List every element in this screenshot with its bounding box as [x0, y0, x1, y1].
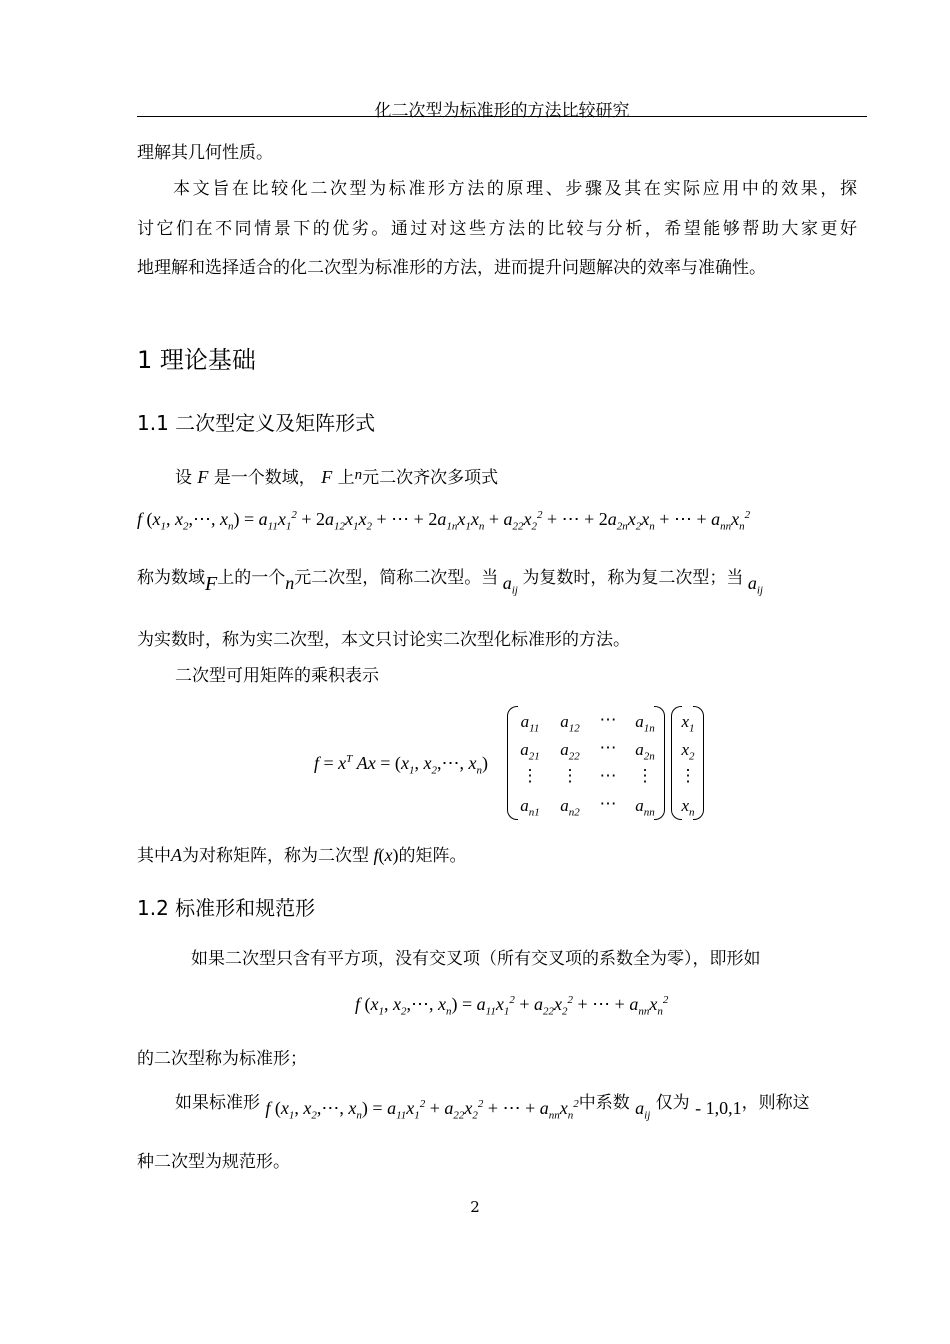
intro-line-3: 地理解和选择适合的化二次型为标准形的方法，进而提升问题解决的效率与准确性。	[137, 258, 766, 278]
definition-line-1: 称为数域F上的一个n元二次型，简称二次型。当 $a_{ij}$ 为复数时，称为复二次型；当 $a_{ij}$	[137, 568, 763, 597]
section-1-1-heading: 1.1 二次型定义及矩阵形式	[137, 411, 376, 435]
definition-line-2: 为实数时，称为实二次型，本文只讨论实二次型化标准形的方法。	[137, 630, 630, 650]
intro-line-1: 本文旨在比较化二次型为标准形方法的原理、步骤及其在实际应用中的效果，探	[173, 179, 857, 199]
page-number: 2	[470, 1198, 480, 1216]
standard-form-definition: 的二次型称为标准形；	[137, 1049, 307, 1069]
definition-intro: 设 F 是一个数域， F 上n元二次齐次多项式	[175, 467, 499, 488]
matrix-intro: 二次型可用矩阵的乘积表示	[175, 666, 379, 686]
quadratic-form-equation: f ($x_1$, $x_2,\cdots$, $x_n) = a_{11}x_1^2 + 2a_{12}x_1x_2$ + ⋯ + $2a_{1n}x_1x_n + a_{22}x_2^2$ + ⋯ + $2a_{2n}x_2x_n$ + ⋯ + $a_{nn}x_n^2$	[137, 509, 751, 533]
standard-form-intro: 如果二次型只含有平方项，没有交叉项（所有交叉项的系数全为零），即形如	[191, 949, 761, 969]
canonical-form-line-2: 种二次型为规范形。	[137, 1152, 290, 1172]
standard-form-equation: f ($x_1$, $x_2,\cdots$, $x_n) = a_{11}x_1^2 + a_{22}x_2^2$ + ⋯ + $a_{nn}x_n^2$	[355, 994, 669, 1018]
intro-line-2: 讨它们在不同情景下的优劣。通过对这些方法的比较与分析，希望能够帮助大家更好	[137, 219, 857, 239]
matrix-explanation: 其中A为对称矩阵，称为二次型 f(x)的矩阵。	[137, 845, 467, 866]
canonical-form-line-1: 如果标准形 f ($x_1$, $x_2,\cdots$, $x_n) = a_{11}x_1^2 + a_{22}x_2^2$ + ⋯ + $a_{nn}x_n^2$中系数 $a_{ij}$ 仅为 - 1,0,1，则称这	[175, 1093, 810, 1122]
intro-line-0: 理解其几何性质。	[137, 143, 273, 163]
section-1-2-heading: 1.2 标准形和规范形	[137, 896, 316, 920]
section-1-heading: 1 理论基础	[137, 346, 256, 374]
header-rule	[137, 116, 867, 117]
running-header: 化二次型为标准形的方法比较研究	[374, 101, 630, 121]
